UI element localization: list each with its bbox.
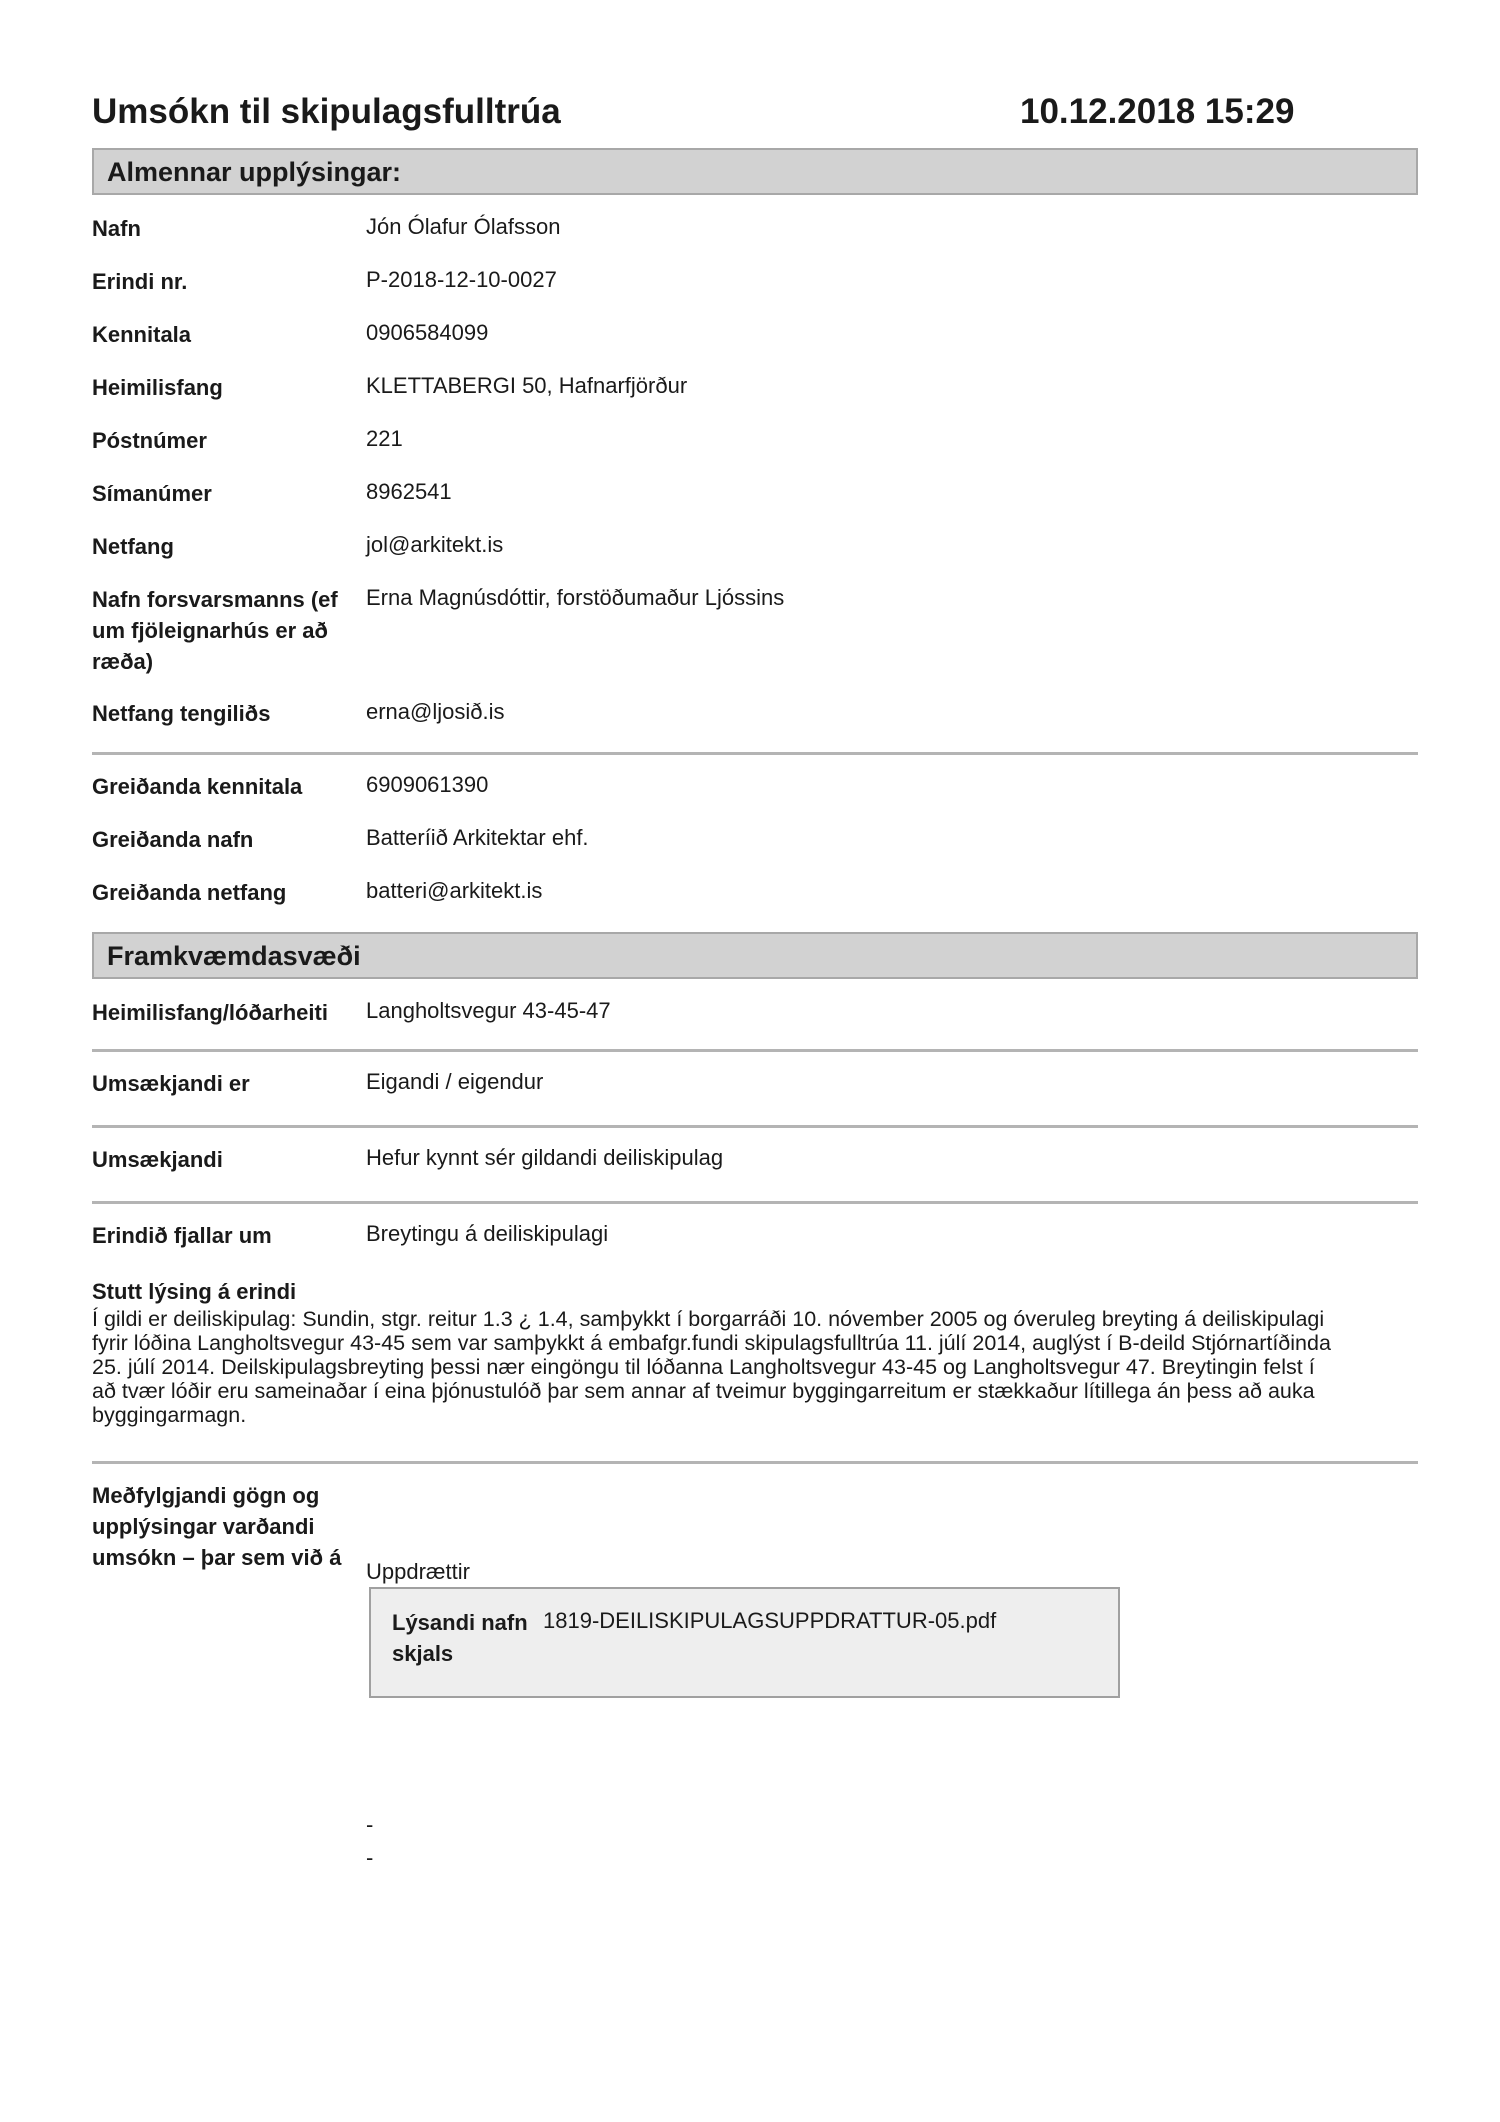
field-label-contact-email: Netfang tengiliðs — [92, 701, 271, 726]
field-value-contact-email: erna@ljosið.is — [366, 699, 505, 724]
divider — [92, 1049, 1418, 1052]
field-value-email: jol@arkitekt.is — [366, 532, 504, 557]
field-label-applicant: Umsækjandi — [92, 1147, 223, 1172]
field-value-name: Jón Ólafur Ólafsson — [366, 214, 561, 239]
section-site-title: Framkvæmdasvæði — [107, 941, 361, 971]
field-value-ssn: 0906584099 — [366, 320, 489, 345]
field-label-payer-name: Greiðanda nafn — [92, 827, 254, 852]
field-value-site-address: Langholtsvegur 43-45-47 — [366, 998, 611, 1023]
field-value-applicant-role: Eigandi / eigendur — [366, 1069, 544, 1094]
field-label-representative: Nafn forsvarsmanns (ef um fjöleignarhús er að ræða) — [92, 587, 338, 674]
field-value-payer-ssn: 6909061390 — [366, 772, 489, 797]
field-value-case-subject: Breytingu á deiliskipulagi — [366, 1221, 609, 1246]
field-label-name: Nafn — [92, 216, 141, 241]
description-label: Stutt lýsing á erindi — [92, 1279, 297, 1304]
section-general-header — [92, 148, 1418, 195]
attachments-label: Meðfylgjandi gögn og upplýsingar varðandi umsókn – þar sem við á — [92, 1483, 342, 1570]
field-value-phone: 8962541 — [366, 479, 452, 504]
attachments-category: Uppdrættir — [366, 1559, 470, 1584]
attachment-file-box — [369, 1587, 1120, 1698]
field-label-postcode: Póstnúmer — [92, 428, 207, 453]
field-label-case-subject: Erindið fjallar um — [92, 1223, 272, 1248]
page-title: Umsókn til skipulagsfulltrúa — [92, 92, 561, 131]
attachment-dash: - — [366, 1845, 374, 1870]
section-general-title: Almennar upplýsingar: — [107, 157, 402, 187]
description-line: að tvær lóðir eru sameinaðar í eina þjónustulóð þar sem annar af tveimur byggingarreitum er stækkaður lítillega án þess að auka — [92, 1379, 1315, 1403]
field-label-address: Heimilisfang — [92, 375, 223, 400]
divider — [92, 1201, 1418, 1204]
attachment-file-label: Lýsandi nafn skjals — [392, 1610, 528, 1666]
field-value-address: KLETTABERGI 50, Hafnarfjörður — [366, 373, 688, 398]
field-value-payer-name: Batteríið Arkitektar ehf. — [366, 825, 589, 850]
description-line: byggingarmagn. — [92, 1403, 247, 1427]
description-line: Í gildi er deiliskipulag: Sundin, stgr. reitur 1.3 ¿ 1.4, samþykkt í borgarráði 10. nóvember 2005 og óveruleg breyting á deiliskipulagi — [92, 1307, 1325, 1331]
divider — [92, 1461, 1418, 1464]
field-value-postcode: 221 — [366, 426, 403, 451]
field-label-payer-ssn: Greiðanda kennitala — [92, 774, 303, 799]
description-line: 25. júlí 2014. Deilskipulagsbreyting þessi nær eingöngu til lóðanna Langholtsvegur 43-45 og Langholtsvegur 47. Breytingin felst í — [92, 1355, 1315, 1379]
attachment-file-name: 1819-DEILISKIPULAGSUPPDRATTUR-05.pdf — [543, 1608, 997, 1633]
field-label-phone: Símanúmer — [92, 481, 212, 506]
field-value-case-number: P-2018-12-10-0027 — [366, 267, 557, 292]
field-label-payer-email: Greiðanda netfang — [92, 880, 287, 905]
attachment-dash: - — [366, 1812, 374, 1837]
divider — [92, 752, 1418, 755]
field-value-representative: Erna Magnúsdóttir, forstöðumaður Ljóssins — [366, 585, 785, 610]
field-label-email: Netfang — [92, 534, 174, 559]
field-value-applicant: Hefur kynnt sér gildandi deiliskipulag — [366, 1145, 724, 1170]
field-label-applicant-role: Umsækjandi er — [92, 1071, 250, 1096]
description-text — [92, 1307, 1422, 1427]
description-line: fyrir lóðina Langholtsvegur 43-45 sem var samþykkt á embafgr.fundi skipulagsfulltrúa 11. júlí 2014, auglýst í B-deild Stjórnartíðinda — [92, 1331, 1331, 1355]
submission-datetime: 10.12.2018 15:29 — [1020, 92, 1295, 131]
section-site-header — [92, 932, 1418, 979]
field-value-payer-email: batteri@arkitekt.is — [366, 878, 543, 903]
field-label-site-address: Heimilisfang/lóðarheiti — [92, 1000, 328, 1025]
field-label-ssn: Kennitala — [92, 322, 192, 347]
field-label-case-number: Erindi nr. — [92, 269, 188, 294]
divider — [92, 1125, 1418, 1128]
